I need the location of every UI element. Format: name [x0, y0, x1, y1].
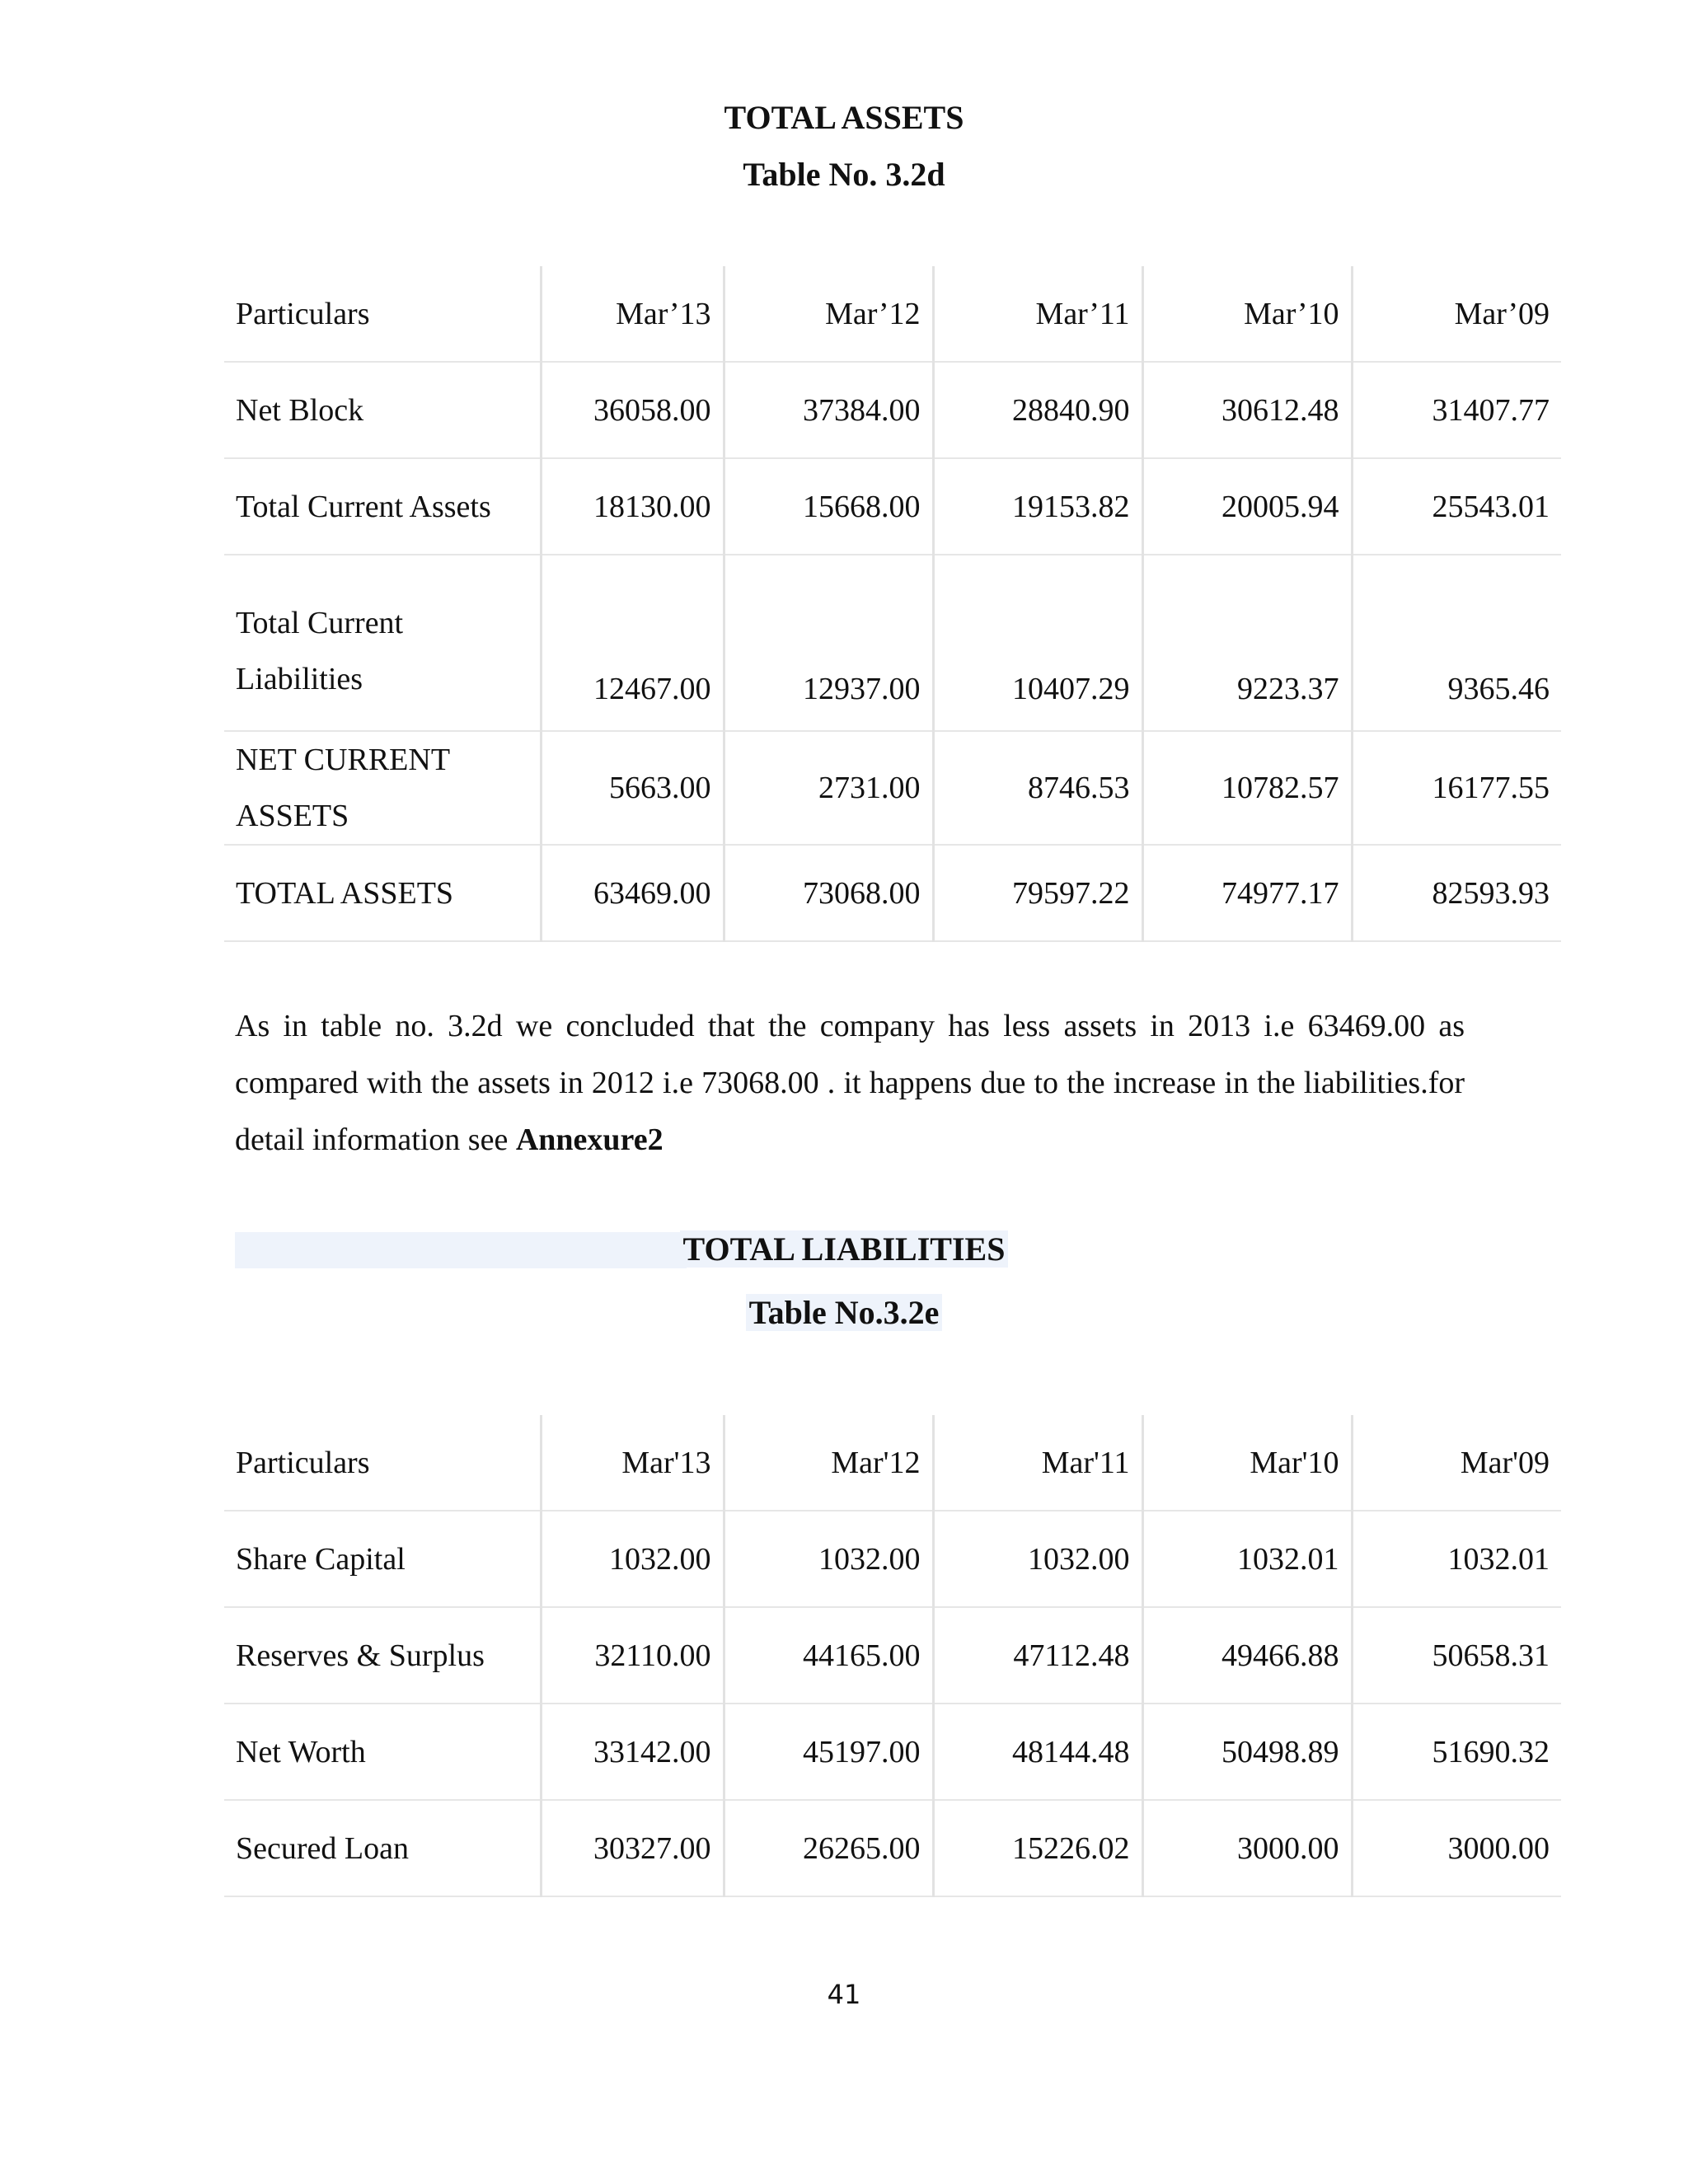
table-header-row	[224, 1415, 1561, 1511]
value-cell: 32110.00	[541, 1607, 724, 1704]
table-row	[224, 1607, 1561, 1704]
value-cell: 50498.89	[1142, 1704, 1352, 1800]
value-cell: 15226.02	[933, 1800, 1142, 1896]
value-cell: 10407.29	[933, 555, 1142, 731]
analysis-text: As in table no. 3.2d we concluded that the company has less assets in 2013 i.e 63469.00 as compared with the assets in 2012 i.e 73068.00 . it happens due to the increase in the liabilities.for detail information see	[235, 1009, 1465, 1157]
liabilities-heading-wrap	[0, 1228, 1688, 1271]
value-cell: 30612.48	[1142, 362, 1352, 458]
value-cell: 5663.00	[541, 731, 724, 845]
column-header-year: Mar’12	[724, 266, 933, 362]
column-header-year: Mar’13	[541, 266, 724, 362]
assets-heading: TOTAL ASSETS	[724, 99, 964, 136]
table-row	[224, 1704, 1561, 1800]
value-cell: 33142.00	[541, 1704, 724, 1800]
value-cell: 31407.77	[1352, 362, 1561, 458]
row-label: Total Current Liabilities	[224, 555, 541, 731]
table-row	[224, 1511, 1561, 1607]
value-cell: 48144.48	[933, 1704, 1142, 1800]
table-row	[224, 555, 1561, 731]
value-cell: 25543.01	[1352, 458, 1561, 555]
value-cell: 47112.48	[933, 1607, 1142, 1704]
value-cell: 28840.90	[933, 362, 1142, 458]
value-cell: 16177.55	[1352, 731, 1561, 845]
row-label: Reserves & Surplus	[224, 1607, 541, 1704]
value-cell: 20005.94	[1142, 458, 1352, 555]
table-row	[224, 845, 1561, 941]
total-liabilities-table	[224, 1415, 1561, 1897]
analysis-paragraph	[235, 998, 1465, 1169]
value-cell: 26265.00	[724, 1800, 933, 1896]
row-label: Net Worth	[224, 1704, 541, 1800]
value-cell: 10782.57	[1142, 731, 1352, 845]
value-cell: 73068.00	[724, 845, 933, 941]
table-row	[224, 458, 1561, 555]
value-cell: 12467.00	[541, 555, 724, 731]
column-header-year: Mar'10	[1142, 1415, 1352, 1511]
column-header-year: Mar’11	[933, 266, 1142, 362]
value-cell: 15668.00	[724, 458, 933, 555]
table-row	[224, 1800, 1561, 1896]
value-cell: 8746.53	[933, 731, 1142, 845]
row-label: TOTAL ASSETS	[224, 845, 541, 941]
column-header-year: Mar'12	[724, 1415, 933, 1511]
value-cell: 1032.00	[933, 1511, 1142, 1607]
total-assets-table	[224, 266, 1561, 942]
value-cell: 30327.00	[541, 1800, 724, 1896]
column-header-year: Mar'13	[541, 1415, 724, 1511]
value-cell: 2731.00	[724, 731, 933, 845]
table-header-row	[224, 266, 1561, 362]
row-label: Share Capital	[224, 1511, 541, 1607]
value-cell: 51690.32	[1352, 1704, 1561, 1800]
value-cell: 3000.00	[1352, 1800, 1561, 1896]
column-header-year: Mar’09	[1352, 266, 1561, 362]
liabilities-heading: TOTAL LIABILITIES	[680, 1230, 1009, 1268]
column-header-particulars: Particulars	[224, 1415, 541, 1511]
value-cell: 12937.00	[724, 555, 933, 731]
table-row	[224, 362, 1561, 458]
assets-table-number: Table No. 3.2d	[743, 156, 945, 193]
value-cell: 18130.00	[541, 458, 724, 555]
value-cell: 45197.00	[724, 1704, 933, 1800]
liabilities-table-number: Table No.3.2e	[746, 1294, 943, 1331]
value-cell: 79597.22	[933, 845, 1142, 941]
value-cell: 44165.00	[724, 1607, 933, 1704]
row-label: Total Current Assets	[224, 458, 541, 555]
value-cell: 82593.93	[1352, 845, 1561, 941]
annexure-reference: Annexure2	[515, 1122, 663, 1157]
column-header-year: Mar’10	[1142, 266, 1352, 362]
value-cell: 37384.00	[724, 362, 933, 458]
value-cell: 74977.17	[1142, 845, 1352, 941]
column-header-particulars: Particulars	[224, 266, 541, 362]
value-cell: 3000.00	[1142, 1800, 1352, 1896]
page-number: 41	[827, 1979, 861, 2010]
column-header-year: Mar'09	[1352, 1415, 1561, 1511]
liabilities-table-number-wrap	[0, 1291, 1688, 1334]
value-cell: 9223.37	[1142, 555, 1352, 731]
column-header-year: Mar'11	[933, 1415, 1142, 1511]
row-label: NET CURRENT ASSETS	[224, 731, 541, 845]
value-cell: 1032.00	[724, 1511, 933, 1607]
value-cell: 1032.01	[1142, 1511, 1352, 1607]
value-cell: 1032.01	[1352, 1511, 1561, 1607]
table-row	[224, 731, 1561, 845]
row-label: Secured Loan	[224, 1800, 541, 1896]
value-cell: 49466.88	[1142, 1607, 1352, 1704]
value-cell: 1032.00	[541, 1511, 724, 1607]
value-cell: 19153.82	[933, 458, 1142, 555]
value-cell: 9365.46	[1352, 555, 1561, 731]
value-cell: 63469.00	[541, 845, 724, 941]
row-label: Net Block	[224, 362, 541, 458]
value-cell: 50658.31	[1352, 1607, 1561, 1704]
value-cell: 36058.00	[541, 362, 724, 458]
